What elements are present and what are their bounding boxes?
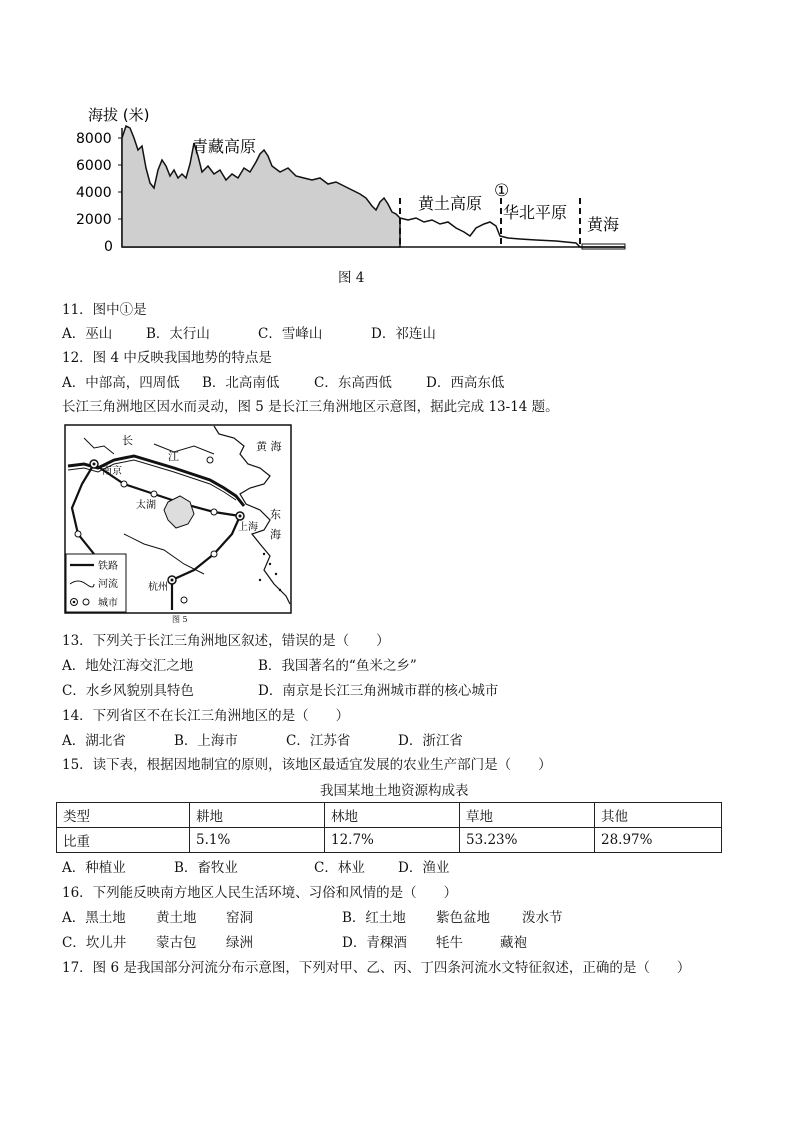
option-d-item: 藏袍 (500, 935, 527, 951)
option-b-item: 泼水节 (522, 910, 563, 926)
option-d[interactable]: D．渔业 (398, 860, 450, 876)
city (75, 531, 81, 537)
option-a[interactable]: A．种植业 (62, 860, 126, 876)
option-c[interactable]: C．东高西低 (314, 375, 392, 391)
map-label: 黄 海 (256, 440, 282, 453)
option-a[interactable]: A．地处江海交汇之地 (62, 658, 194, 674)
y-tick-label: 2000 (76, 212, 112, 228)
table-cell: 28.97% (595, 828, 722, 853)
option-a[interactable]: A．巫山 (62, 326, 113, 342)
question-13-stem: 13．下列关于长江三角洲地区叙述，错误的是（ ） (62, 633, 390, 649)
table-title: 我国某地土地资源构成表 (320, 783, 469, 799)
table-cell: 53.23% (460, 828, 595, 853)
table-header-row (57, 803, 722, 828)
option-b[interactable]: B．红土地 (342, 910, 406, 926)
question-12-stem: 12．图 4 中反映我国地势的特点是 (62, 350, 272, 366)
map-label: 上海 (238, 522, 258, 533)
option-a[interactable]: A．湖北省 (62, 733, 126, 749)
y-tick-label: 4000 (76, 185, 112, 201)
question-16-stem: 16．下列能反映南方地区人民生活环境、习俗和风情的是（ ） (62, 885, 458, 901)
question-15-stem: 15．读下表，根据因地制宜的原则，该地区最适宜发展的农业生产部门是（ ） (62, 757, 552, 773)
marker-1: ① (494, 181, 510, 201)
city (207, 457, 213, 463)
table-row (57, 828, 722, 853)
option-c[interactable]: C．雪峰山 (258, 326, 323, 342)
yangtze-delta-map (64, 424, 292, 614)
option-c[interactable]: C．水乡风貌别具特色 (62, 683, 194, 699)
map-label: 江 (168, 450, 179, 463)
option-d-item: 牦牛 (436, 935, 463, 951)
option-d[interactable]: D．祁连山 (371, 326, 436, 342)
region-label: 黄海 (587, 215, 620, 234)
question-11-stem: 11．图中①是 (62, 302, 147, 318)
region-label: 青藏高原 (192, 137, 257, 156)
option-b[interactable]: B．我国著名的“鱼米之乡” (258, 658, 417, 674)
map-label: 太湖 (136, 500, 156, 511)
map-label: 南京 (102, 466, 122, 477)
option-a-item: 黄土地 (156, 910, 197, 926)
option-a[interactable]: A．中部高，四周低 (62, 375, 180, 391)
figure4-caption: 图 4 (338, 270, 365, 286)
map-legend (66, 554, 126, 612)
land-resource-table (56, 802, 722, 853)
question-14-stem: 14．下列省区不在长江三角洲地区的是（ ） (62, 708, 350, 724)
table-cell: 林地 (325, 803, 460, 828)
table-cell: 5.1% (190, 828, 325, 853)
option-d[interactable]: D．南京是长江三角洲城市群的核心城市 (258, 683, 499, 699)
question-13-options (62, 657, 582, 701)
question-11-options (62, 325, 462, 343)
question-15-options (62, 859, 482, 877)
question-14-options (62, 732, 482, 750)
question-16-options (62, 909, 582, 953)
question-12-options (62, 374, 542, 392)
terrain-profile-figure (60, 98, 640, 258)
option-a-item: 窑洞 (226, 910, 253, 926)
option-b[interactable]: B．畜牧业 (174, 860, 238, 876)
city (121, 481, 127, 487)
y-tick-label: 6000 (76, 158, 112, 174)
figure5-caption: 图 5 (172, 615, 188, 624)
table-cell: 草地 (460, 803, 595, 828)
option-d[interactable]: D．西高东低 (426, 375, 505, 391)
map-label: 东 (270, 508, 281, 521)
option-b[interactable]: B．北高南低 (202, 375, 280, 391)
table-cell: 12.7% (325, 828, 460, 853)
question-17-stem: 17．图 6 是我国部分河流分布示意图，下列对甲、乙、丙、丁四条河流水文特征叙述，正确的是（ ） (62, 960, 691, 976)
city (151, 491, 157, 497)
option-c[interactable]: C．坎儿井 (62, 935, 127, 951)
table-cell: 比重 (57, 828, 190, 853)
city (211, 509, 217, 515)
option-c-item: 蒙古包 (156, 935, 197, 951)
y-axis-title: 海拔 (米) (88, 106, 150, 124)
intro-13-14: 长江三角洲地区因水而灵动，图 5 是长江三角洲地区示意图，据此完成 13-14 题。 (62, 399, 559, 415)
option-d[interactable]: D．浙江省 (398, 733, 463, 749)
legend-railway: 铁路 (98, 561, 118, 572)
city (211, 551, 217, 557)
legend-river: 河流 (98, 579, 118, 590)
option-c[interactable]: C．江苏省 (286, 733, 351, 749)
table-cell: 耕地 (190, 803, 325, 828)
region-label: 华北平原 (503, 203, 568, 222)
city (181, 597, 187, 603)
y-tick-label: 8000 (76, 131, 112, 147)
y-tick-label: 0 (104, 239, 113, 255)
legend-city: 城市 (98, 598, 118, 609)
table-cell: 类型 (57, 803, 190, 828)
map-label: 海 (270, 528, 281, 541)
option-c[interactable]: C．林业 (314, 860, 365, 876)
tibetan-plateau-area (122, 126, 400, 247)
option-c-item: 绿洲 (226, 935, 253, 951)
option-d[interactable]: D．青稞酒 (342, 935, 407, 951)
region-label: 黄土高原 (418, 194, 483, 213)
option-b[interactable]: B．上海市 (174, 733, 238, 749)
option-b-item: 紫色盆地 (436, 910, 490, 926)
option-a[interactable]: A．黑土地 (62, 910, 126, 926)
table-cell: 其他 (595, 803, 722, 828)
map-label: 长 (122, 434, 133, 447)
map-label: 杭州 (148, 582, 168, 593)
option-b[interactable]: B．太行山 (146, 326, 210, 342)
